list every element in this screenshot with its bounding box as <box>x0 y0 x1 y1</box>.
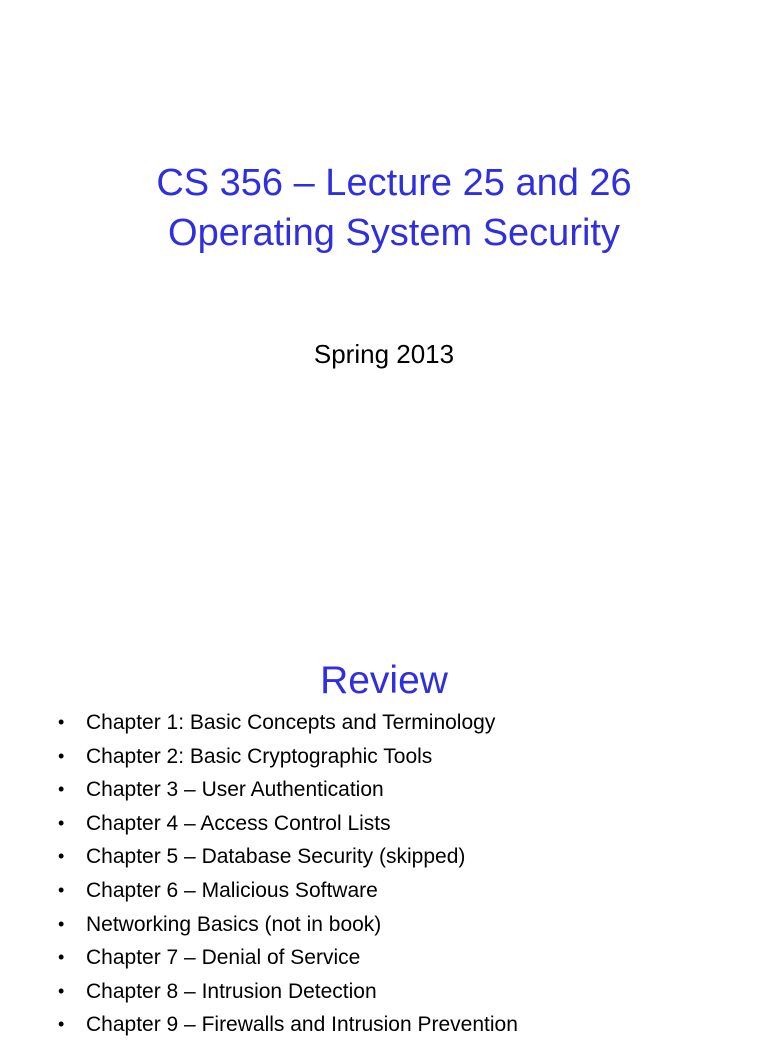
bullet-icon: • <box>58 1014 65 1035</box>
list-item-text: Chapter 4 – Access Control Lists <box>86 811 391 835</box>
bullet-icon: • <box>58 846 65 867</box>
list-item-text: Chapter 7 – Denial of Service <box>86 946 361 970</box>
list-item-text: Networking Basics (not in book) <box>86 912 382 936</box>
slide-subtitle: Spring 2013 <box>313 339 455 369</box>
list-item <box>58 740 518 774</box>
list-item-text: Chapter 5 – Database Security (skipped) <box>86 845 466 869</box>
bullet-icon: • <box>58 712 65 732</box>
list-item <box>58 807 518 841</box>
list-item <box>58 874 518 908</box>
list-item <box>58 1008 518 1042</box>
list-item <box>58 773 518 807</box>
list-item-text: Chapter 6 – Malicious Software <box>86 878 378 902</box>
bullet-icon: • <box>58 913 65 934</box>
bullet-icon: • <box>58 947 65 968</box>
list-item <box>58 975 518 1009</box>
list-item-text: Chapter 2: Basic Cryptographic Tools <box>86 744 433 768</box>
slide-title-line-1: CS 356 – Lecture 25 and 26 <box>156 162 632 204</box>
list-item <box>58 840 518 874</box>
list-item-text: Chapter 1: Basic Concepts and Terminology <box>86 711 496 734</box>
review-heading: Review <box>320 659 448 702</box>
list-item <box>58 706 518 740</box>
bullet-icon: • <box>58 779 65 800</box>
list-item-text: Chapter 3 – User Authentication <box>86 778 384 802</box>
list-item <box>58 908 518 942</box>
list-item <box>58 941 518 975</box>
list-item-text: Chapter 8 – Intrusion Detection <box>86 979 377 1003</box>
review-slide <box>0 620 768 1037</box>
list-item-text: Chapter 9 – Firewalls and Intrusion Prevention <box>86 1013 518 1037</box>
bullet-icon: • <box>58 879 65 900</box>
bullet-icon: • <box>58 980 65 1001</box>
slide-title-line-2: Operating System Security <box>168 212 620 254</box>
bullet-icon: • <box>58 745 65 766</box>
bullet-icon: • <box>58 812 65 833</box>
review-bullet-list <box>58 706 518 1042</box>
